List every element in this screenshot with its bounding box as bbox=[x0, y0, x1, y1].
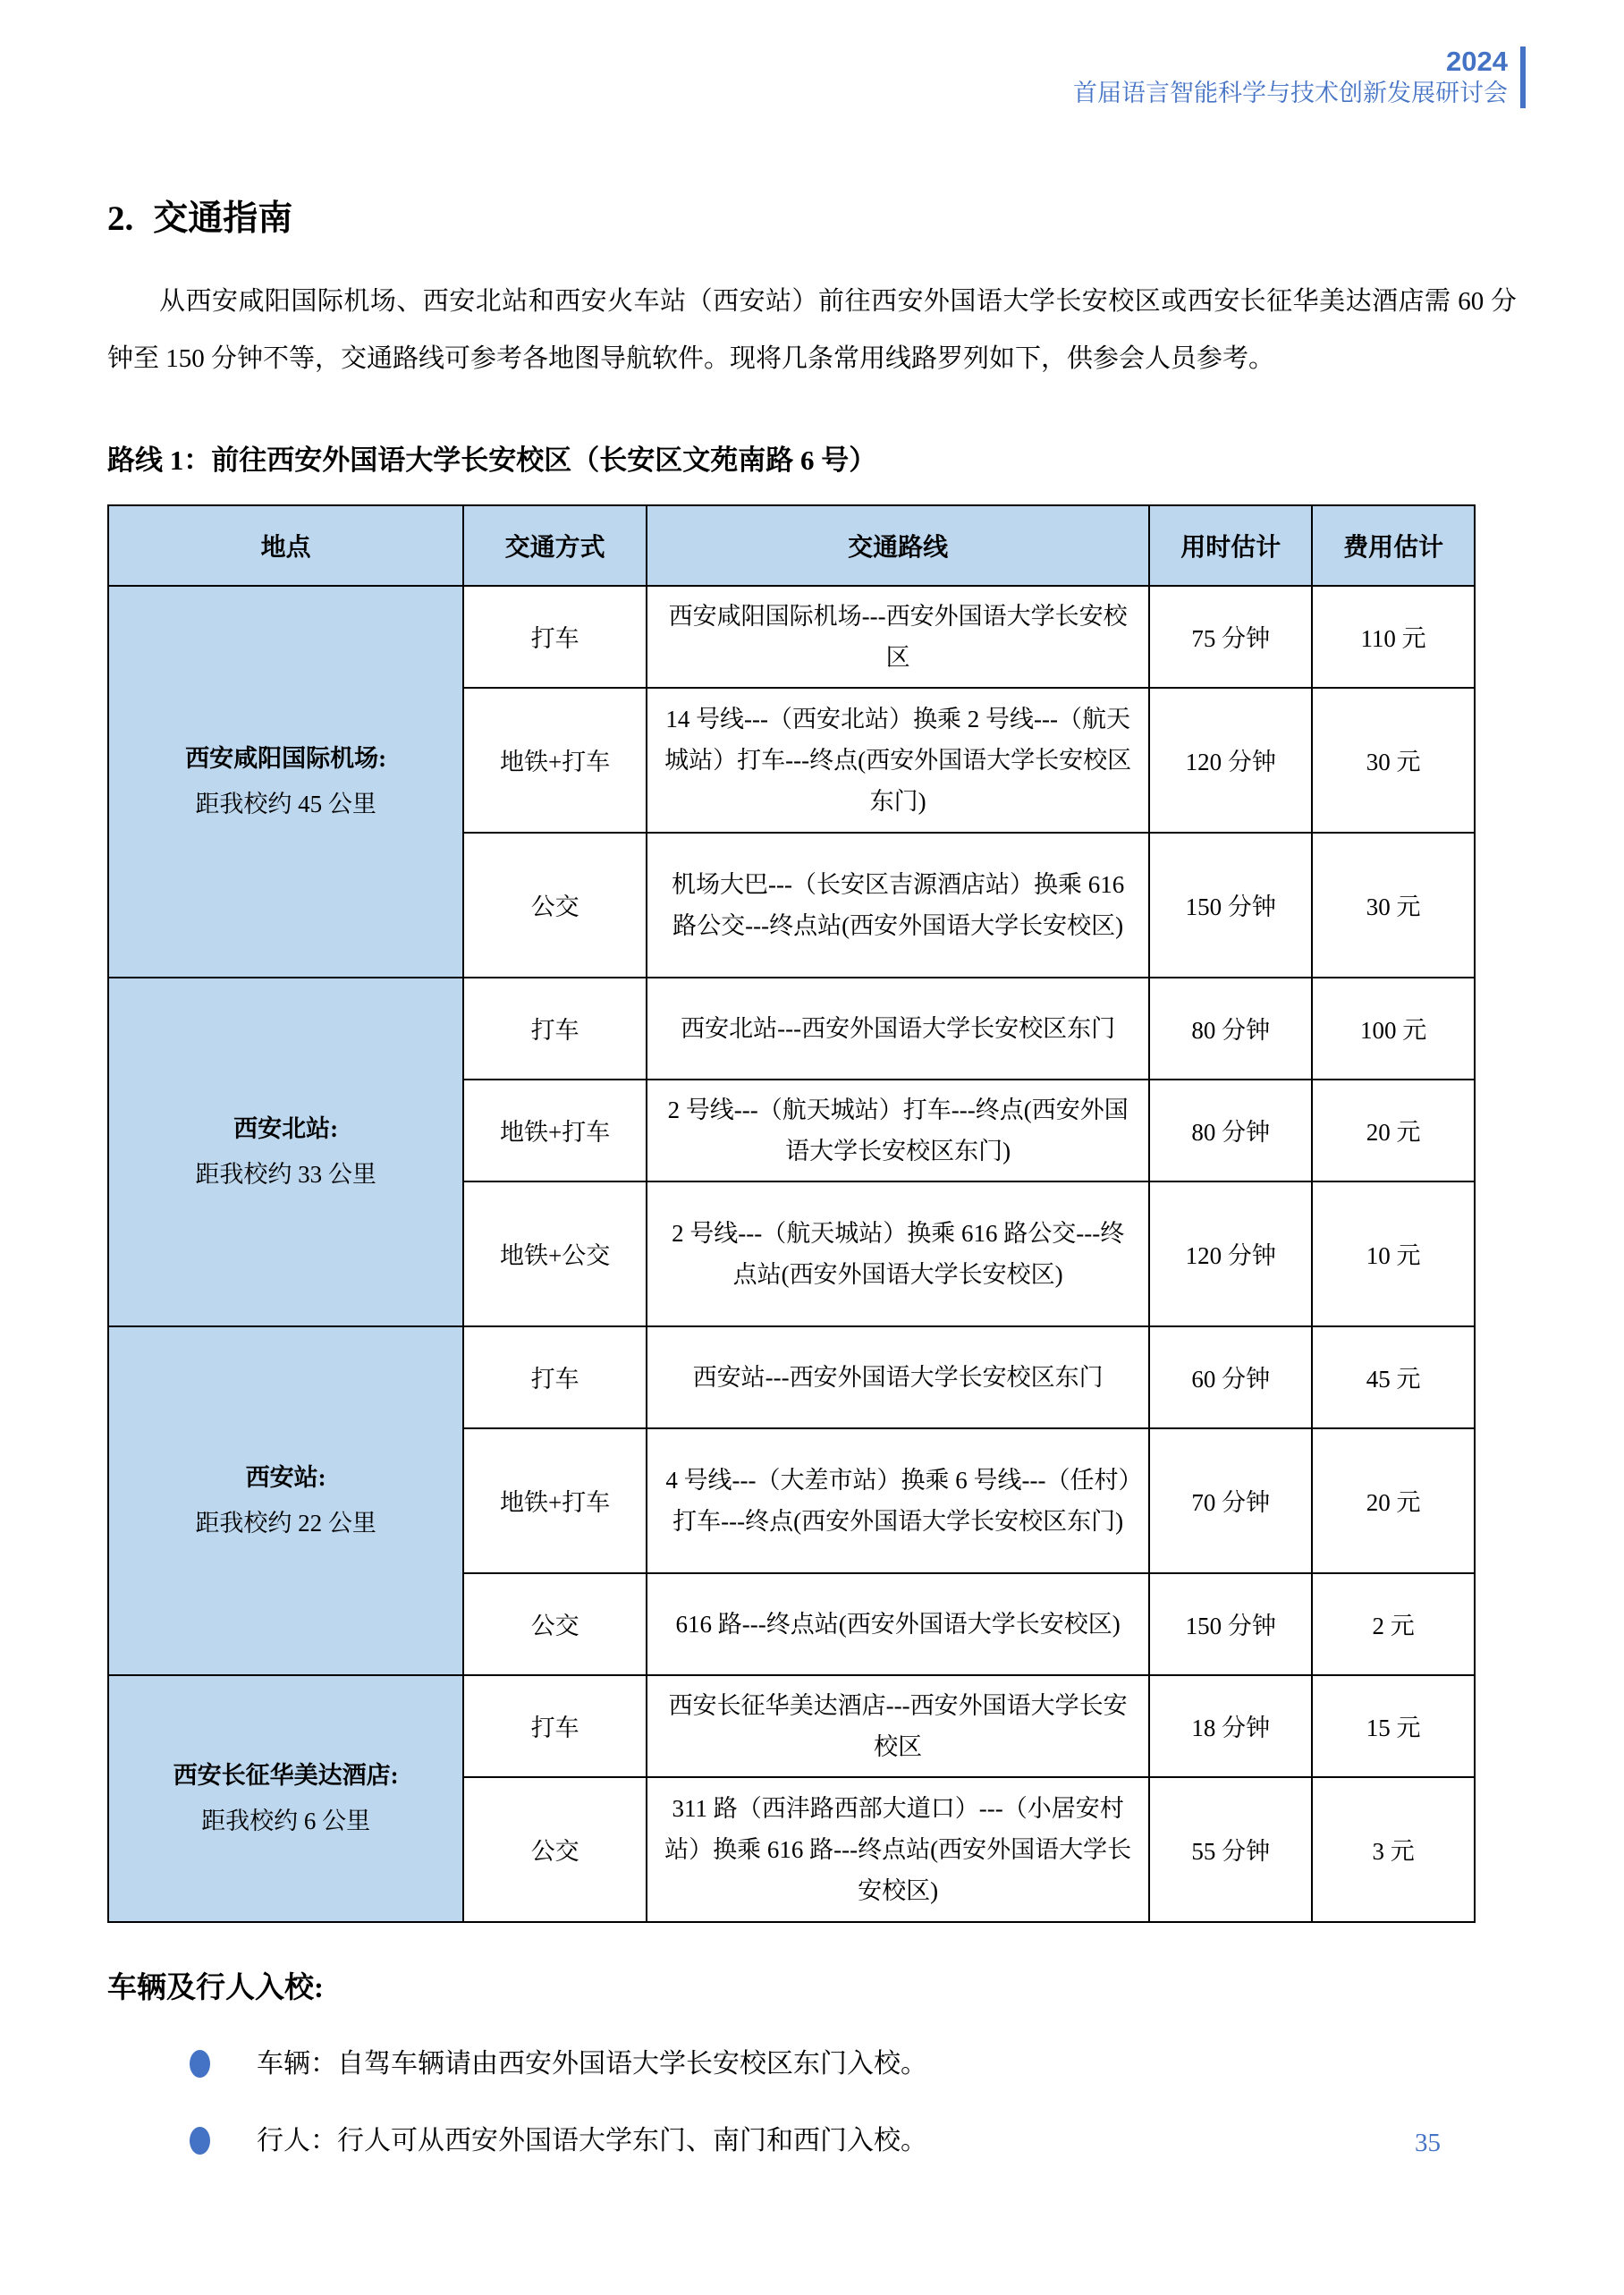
header-cell-route: 交通路线 bbox=[647, 505, 1149, 586]
intro-paragraph: 从西安咸阳国际机场、西安北站和西安火车站（西安站）前往西安外国语大学长安校区或西安长征华美达酒店需 60 分钟至 150 分钟不等，交通路线可参考各地图导航软件。现将几条常用线路罗列如下，供参会人员参考。 bbox=[107, 286, 1517, 373]
time-cell: 60 分钟 bbox=[1149, 1326, 1312, 1428]
mode-cell: 地铁+公交 bbox=[463, 1181, 647, 1326]
place-name: 西安长征华美达酒店: bbox=[173, 1761, 399, 1789]
mode-cell: 地铁+打车 bbox=[463, 1080, 647, 1181]
place-distance: 距我校约 45 公里 bbox=[195, 790, 376, 817]
fee-cell: 45 元 bbox=[1312, 1326, 1475, 1428]
time-cell: 120 分钟 bbox=[1149, 688, 1312, 833]
place-name: 西安北站: bbox=[233, 1114, 339, 1142]
mode-cell: 打车 bbox=[463, 1675, 647, 1777]
fee-cell: 30 元 bbox=[1312, 833, 1475, 978]
fee-cell: 20 元 bbox=[1312, 1428, 1475, 1573]
mode-cell: 地铁+打车 bbox=[463, 688, 647, 833]
fee-cell: 3 元 bbox=[1312, 1777, 1475, 1922]
mode-cell: 公交 bbox=[463, 833, 647, 978]
bullet-dot-icon bbox=[190, 2050, 210, 2078]
time-cell: 75 分钟 bbox=[1149, 586, 1312, 688]
route-cell: 616 路---终点站(西安外国语大学长安校区) bbox=[647, 1573, 1149, 1675]
time-cell: 55 分钟 bbox=[1149, 1777, 1312, 1922]
mode-cell: 公交 bbox=[463, 1777, 647, 1922]
routes-table bbox=[107, 504, 1476, 1923]
place-cell-ramada-hotel bbox=[108, 1675, 463, 1922]
place-distance: 距我校约 33 公里 bbox=[195, 1160, 376, 1188]
time-cell: 150 分钟 bbox=[1149, 1573, 1312, 1675]
mode-cell: 公交 bbox=[463, 1573, 647, 1675]
page-number: 35 bbox=[1415, 2129, 1441, 2157]
fee-cell: 20 元 bbox=[1312, 1080, 1475, 1181]
header-accent-bar bbox=[1520, 47, 1526, 108]
time-cell: 150 分钟 bbox=[1149, 833, 1312, 978]
header-cell-fee: 费用估计 bbox=[1312, 505, 1475, 586]
place-distance: 距我校约 22 公里 bbox=[195, 1509, 376, 1537]
header-cell-time: 用时估计 bbox=[1149, 505, 1312, 586]
header-cell-place: 地点 bbox=[108, 505, 463, 586]
place-cell-north-station bbox=[108, 978, 463, 1326]
header-conference-title: 首届语言智能科学与技术创新发展研讨会 bbox=[1073, 80, 1508, 106]
section-name: 交通指南 bbox=[153, 199, 293, 238]
fee-cell: 110 元 bbox=[1312, 586, 1475, 688]
route-cell: 机场大巴---（长安区吉源酒店站）换乘 616 路公交---终点站(西安外国语大学长安校区) bbox=[647, 833, 1149, 978]
route-cell: 西安北站---西安外国语大学长安校区东门 bbox=[647, 978, 1149, 1080]
bullet-vehicle bbox=[107, 2045, 1517, 2083]
place-distance: 距我校约 6 公里 bbox=[201, 1807, 371, 1834]
route-cell: 14 号线---（西安北站）换乘 2 号线---（航天城站）打车---终点(西安外国语大学长安校区东门) bbox=[647, 688, 1149, 833]
bullet-dot-icon bbox=[190, 2127, 210, 2155]
place-name: 西安咸阳国际机场: bbox=[185, 744, 387, 772]
time-cell: 70 分钟 bbox=[1149, 1428, 1312, 1573]
entry-rules-title: 车辆及行人入校: bbox=[107, 1971, 324, 2004]
time-cell: 80 分钟 bbox=[1149, 978, 1312, 1080]
mode-cell: 地铁+打车 bbox=[463, 1428, 647, 1573]
header-year: 2024 bbox=[1446, 46, 1508, 77]
route-cell: 2 号线---（航天城站）打车---终点(西安外国语大学长安校区东门) bbox=[647, 1080, 1149, 1181]
route-cell: 2 号线---（航天城站）换乘 616 路公交---终点站(西安外国语大学长安校区) bbox=[647, 1181, 1149, 1326]
table-row bbox=[108, 586, 1475, 688]
route-cell: 西安长征华美达酒店---西安外国语大学长安校区 bbox=[647, 1675, 1149, 1777]
fee-cell: 100 元 bbox=[1312, 978, 1475, 1080]
page-header bbox=[1073, 47, 1526, 108]
table-row bbox=[108, 1326, 1475, 1428]
table-header-row bbox=[108, 505, 1475, 586]
fee-cell: 15 元 bbox=[1312, 1675, 1475, 1777]
table-row bbox=[108, 978, 1475, 1080]
place-cell-airport bbox=[108, 586, 463, 978]
fee-cell: 30 元 bbox=[1312, 688, 1475, 833]
bullet-pedestrian bbox=[107, 2122, 1517, 2160]
header-cell-mode: 交通方式 bbox=[463, 505, 647, 586]
section-number: 2. bbox=[107, 199, 134, 238]
fee-cell: 10 元 bbox=[1312, 1181, 1475, 1326]
route-cell: 311 路（西沣路西部大道口）---（小居安村站）换乘 616 路---终点站(西安外国语大学长安校区) bbox=[647, 1777, 1149, 1922]
fee-cell: 2 元 bbox=[1312, 1573, 1475, 1675]
bullet-text: 车辆：自驾车辆请由西安外国语大学长安校区东门入校。 bbox=[257, 2048, 927, 2079]
bullet-text: 行人：行人可从西安外国语大学东门、南门和西门入校。 bbox=[257, 2125, 927, 2155]
table-row bbox=[108, 1675, 1475, 1777]
time-cell: 80 分钟 bbox=[1149, 1080, 1312, 1181]
route-cell: 西安站---西安外国语大学长安校区东门 bbox=[647, 1326, 1149, 1428]
mode-cell: 打车 bbox=[463, 978, 647, 1080]
route-cell: 4 号线---（大差市站）换乘 6 号线---（任村）打车---终点(西安外国语大学长安校区东门) bbox=[647, 1428, 1149, 1573]
time-cell: 18 分钟 bbox=[1149, 1675, 1312, 1777]
place-cell-xian-station bbox=[108, 1326, 463, 1675]
time-cell: 120 分钟 bbox=[1149, 1181, 1312, 1326]
place-name: 西安站: bbox=[245, 1463, 326, 1491]
route-1-title: 路线 1：前往西安外国语大学长安校区（长安区文苑南路 6 号） bbox=[107, 444, 877, 476]
mode-cell: 打车 bbox=[463, 586, 647, 688]
route-cell: 西安咸阳国际机场---西安外国语大学长安校区 bbox=[647, 586, 1149, 688]
mode-cell: 打车 bbox=[463, 1326, 647, 1428]
header-text bbox=[1073, 47, 1508, 108]
section-title bbox=[107, 0, 1517, 241]
